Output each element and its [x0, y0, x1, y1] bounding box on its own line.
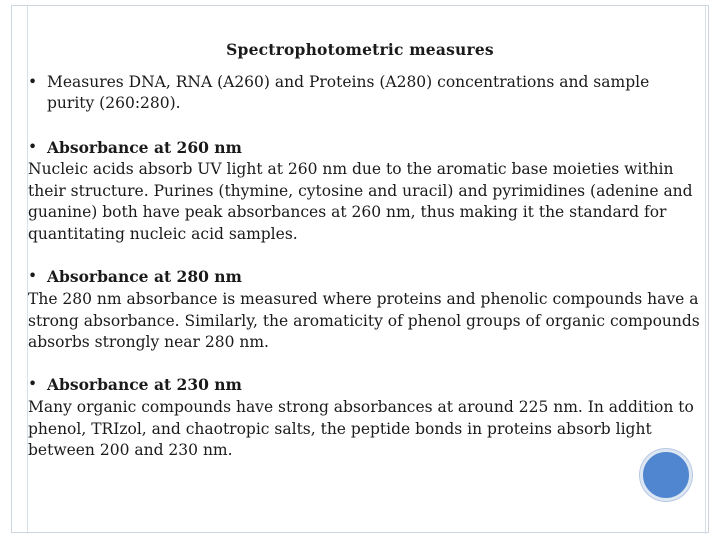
- intro-text: Measures DNA, RNA (A260) and Proteins (A280) concentrations and sample purity (260:280).: [47, 73, 650, 112]
- body-230: Many organic compounds have strong absorbances at around 225 nm. In addition to phenol, TRIzol, and chaotropic salts, the peptide bonds in proteins absorb light between 200 and 230 nm.: [28, 398, 694, 459]
- bullet-icon: •: [28, 73, 38, 91]
- section-heading-280: [28, 266, 700, 287]
- heading-260: Absorbance at 260 nm: [47, 138, 242, 157]
- intro-bullet-item: [28, 72, 700, 114]
- body-280: The 280 nm absorbance is measured where proteins and phenolic compounds have a strong absorbance. Similarly, the aromaticity of phenol groups of organic compounds absorbs strongly near 280 nm.: [28, 290, 700, 351]
- section-heading-230: [28, 374, 700, 395]
- bullet-icon: •: [28, 138, 38, 156]
- heading-230: Absorbance at 230 nm: [47, 375, 242, 394]
- slide-title: Spectrophotometric measures: [226, 40, 494, 59]
- decorative-circle: [640, 449, 692, 501]
- section-heading-260: [28, 137, 700, 158]
- body-260: Nucleic acids absorb UV light at 260 nm due to the aromatic base moieties within their structure. Purines (thymine, cytosine and uracil) and pyrimidines (adenine and guanine) both have peak absorbances at 260 nm, thus making it the standard for quantitating nucleic acid samples.: [28, 160, 693, 243]
- heading-280: Absorbance at 280 nm: [47, 267, 242, 286]
- bullet-icon: •: [28, 267, 38, 285]
- bullet-icon: •: [28, 375, 38, 393]
